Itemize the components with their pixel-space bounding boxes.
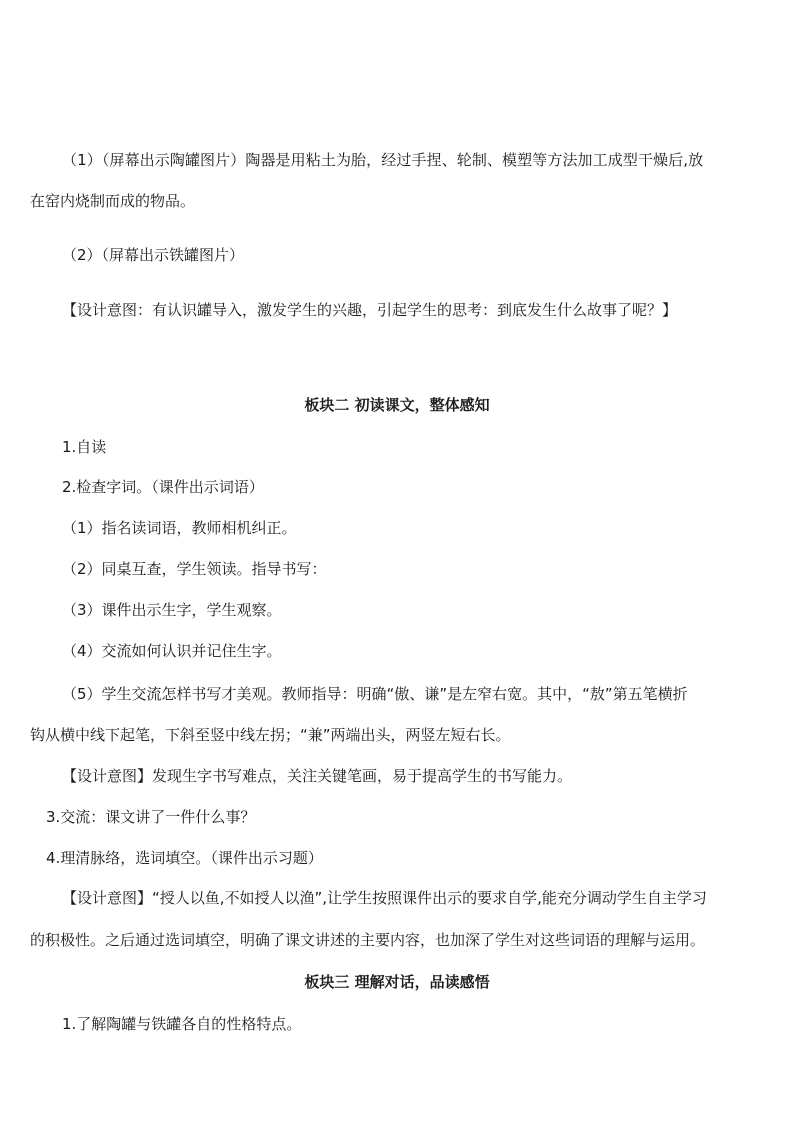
list-item: 2.检查字词。（课件出示词语） bbox=[62, 478, 264, 496]
design-intent-selfstudy-line1: 【设计意图】“授人以鱼,不如授人以渔”,让学生按照课件出示的要求自学,能充分调动学生自主学习 bbox=[62, 889, 707, 907]
design-intent-selfstudy-line2: 的积极性。之后通过选词填空，明确了课文讲述的主要内容，也加深了学生对这些词语的理解与运用。 bbox=[30, 931, 706, 949]
list-item-5-line2: 钩从横中线下起笔，下斜至竖中线左拐；“兼”两端出头，两竖左短右长。 bbox=[30, 726, 511, 744]
design-intent-intro: 【设计意图：有认识罐导入，激发学生的兴趣，引起学生的思考：到底发生什么故事了呢？】 bbox=[62, 301, 678, 319]
list-item: 4.理清脉络，选词填空。（课件出示习题） bbox=[46, 849, 323, 867]
paragraph-iron-jar: （2）（屏幕出示铁罐图片） bbox=[62, 246, 245, 264]
list-item: 1.自读 bbox=[62, 438, 107, 456]
list-item: （1）指名读词语，教师相机纠正。 bbox=[62, 519, 297, 537]
list-item: （4）交流如何认识并记住生字。 bbox=[62, 642, 282, 660]
list-item: 1.了解陶罐与铁罐各自的性格特点。 bbox=[62, 1015, 302, 1033]
design-intent-writing: 【设计意图】发现生字书写难点，关注关键笔画，易于提高学生的书写能力。 bbox=[62, 767, 573, 785]
list-item-5-line1: （5）学生交流怎样书写才美观。教师指导：明确“傲、谦”是左窄右宽。其中，“敖”第五笔横折 bbox=[62, 685, 688, 703]
section-heading-2: 板块二 初读课文，整体感知 bbox=[304, 396, 490, 414]
list-item: （3）课件出示生字，学生观察。 bbox=[62, 601, 282, 619]
paragraph-jar-intro-line1: （1）（屏幕出示陶罐图片）陶器是用粘土为胎，经过手捏、轮制、模塑等方法加工成型干燥后,放 bbox=[62, 151, 704, 169]
list-item: （2）同桌互查，学生领读。指导书写： bbox=[62, 560, 327, 578]
section-heading-3: 板块三 理解对话，品读感悟 bbox=[304, 973, 490, 991]
list-item: 3.交流：课文讲了一件什么事？ bbox=[46, 808, 256, 826]
paragraph-jar-intro-line2: 在窑内烧制而成的物品。 bbox=[30, 192, 196, 210]
